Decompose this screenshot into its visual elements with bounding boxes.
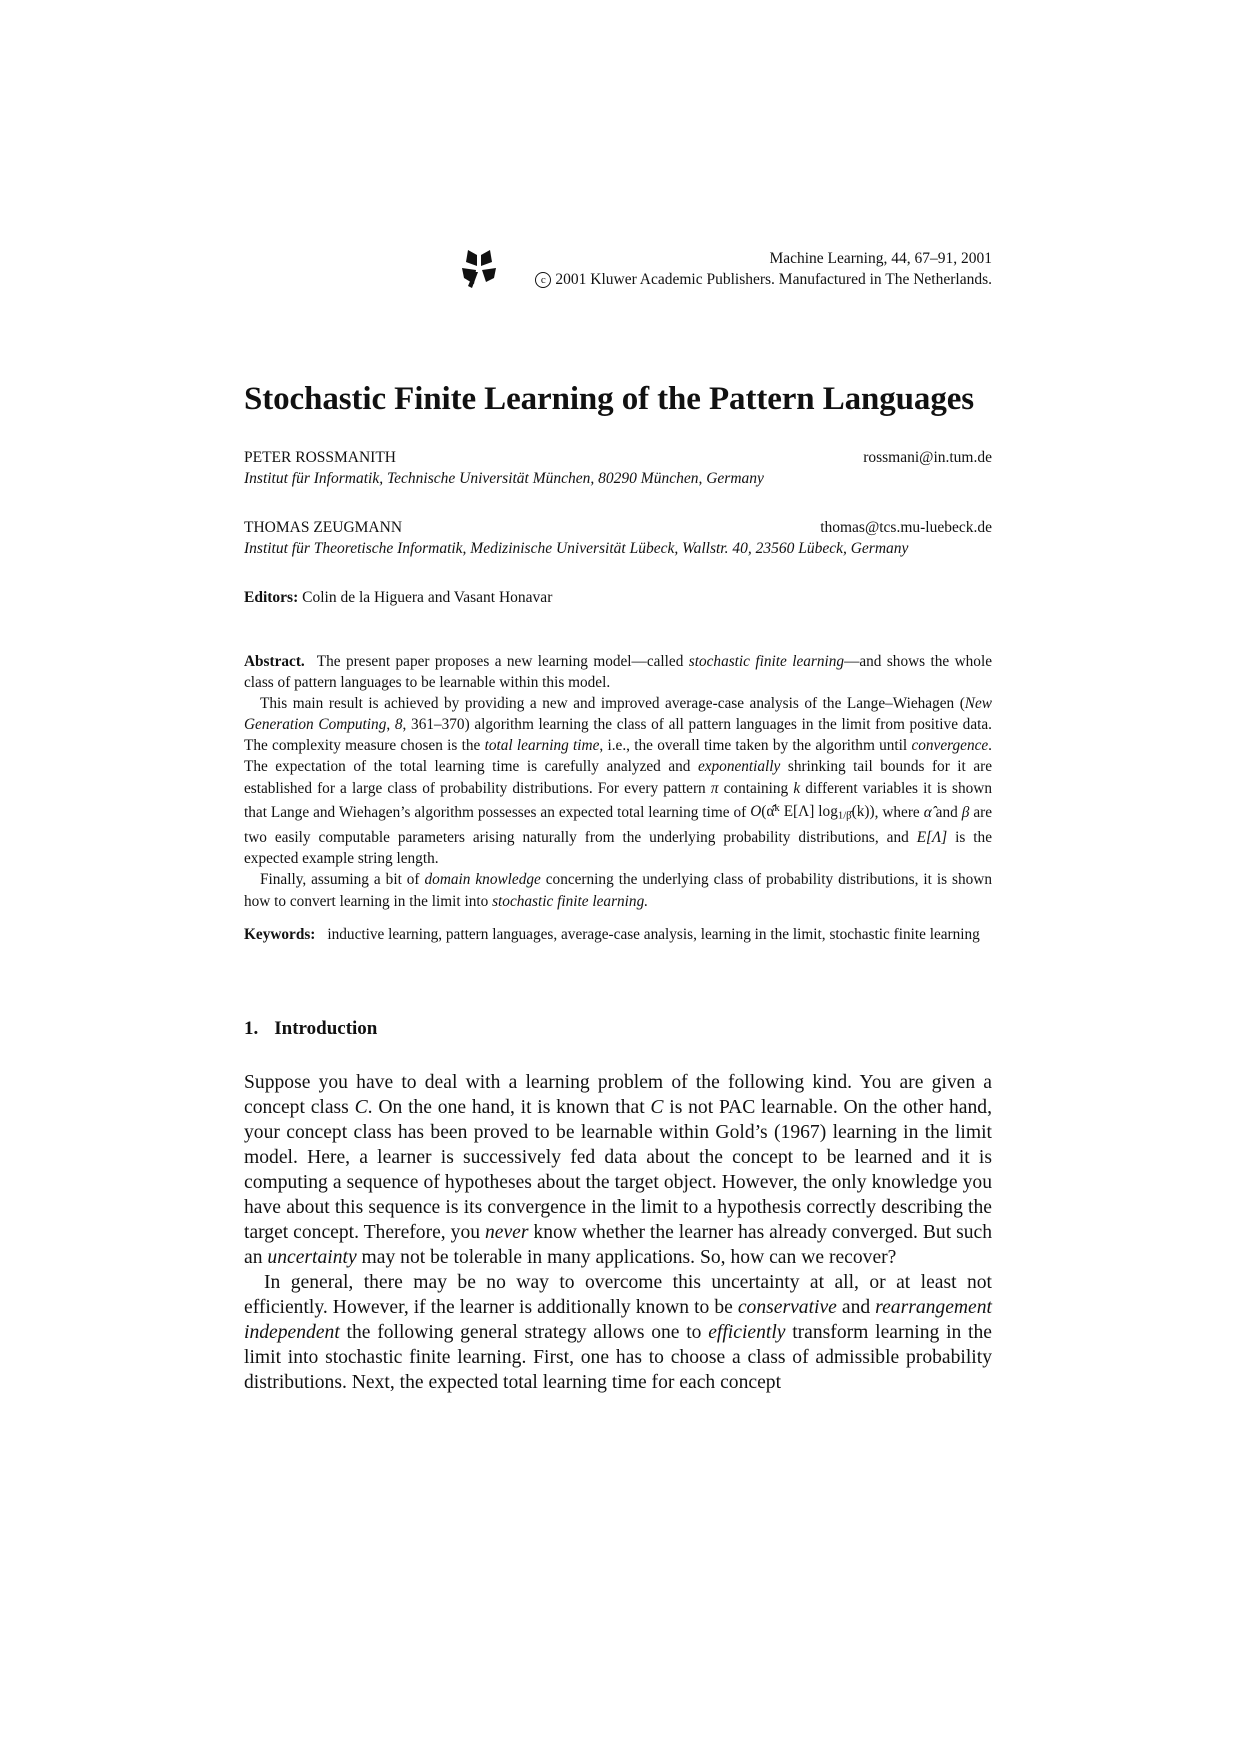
abstract xyxy=(244,651,992,912)
abstract-label: Abstract. xyxy=(244,653,305,670)
abstract-paragraph-1: Abstract. The present paper proposes a new learning model—called stochastic finite learning—and shows the whole class of pattern languages to be learnable within this model. xyxy=(244,653,992,692)
intro-paragraph-2: In general, there may be no way to overcome this uncertainty at all, or at least not efficiently. However, if the learner is additionally known to be conservative and rearrangement independent the following general strategy allows one to efficiently transform learning in the limit into stochastic finite learning. First, one has to choose a class of admissible probability distributions. Next, the expected total learning time for each concept xyxy=(244,1272,992,1393)
keywords-text: inductive learning, pattern languages, average-case analysis, learning in the limit, stochastic finite learning xyxy=(327,926,980,943)
author-email[interactable]: rossmani@in.tum.de xyxy=(863,449,992,466)
intro-paragraph-1: Suppose you have to deal with a learning problem of the following kind. You are given a concept class C. On the one hand, it is known that C is not PAC learnable. On the other hand, your concept class has been proved to be learnable within Gold’s (1967) learning in the limit model. Here, a learner is successively fed data about the concept to be learned and it is computing a sequence of hypotheses about the target object. However, the only knowledge you have about this sequence is its convergence in the limit to a hypothesis correctly describing the target concept. Therefore, you never know whether the learner has already converged. But such an uncertainty may not be tolerable in many applications. So, how can we recover? xyxy=(244,1072,992,1268)
paper-title: Stochastic Finite Learning of the Pattern Languages xyxy=(244,381,975,417)
journal-header xyxy=(460,248,992,290)
section-number: 1. xyxy=(244,1018,259,1039)
author-1 xyxy=(244,447,992,489)
introduction-body xyxy=(244,1070,992,1395)
keywords xyxy=(244,924,992,945)
author-name: PETER ROSSMANITH xyxy=(244,449,397,466)
editors-label: Editors: xyxy=(244,589,299,606)
author-affiliation: Institut für Theoretische Informatik, Medizinische Universität Lübeck, Wallstr. 40, 23560 Lübeck, Germany xyxy=(244,540,909,557)
complexity-formula: O(α̂$^k$ E[Λ] $\log_{1/\betâ}(k)$) xyxy=(750,802,875,823)
editors-line xyxy=(244,589,552,607)
copyright-icon: c xyxy=(535,272,551,288)
author-2-block xyxy=(244,517,992,559)
abstract-paragraph-3: Finally, assuming a bit of domain knowledge concerning the underlying class of probability distributions, it is shown how to convert learning in the limit into stochastic finite learning. xyxy=(244,871,992,910)
keywords-label: Keywords: xyxy=(244,926,316,943)
abstract-paragraph-2: This main result is achieved by providing a new and improved average-case analysis of the Lange–Wiehagen (New Generation Computing, 8, 361–370) algorithm learning the class of all pattern languages in the limit from positive data. The complexity measure chosen is the total learning time, i.e., the overall time taken by the algorithm until convergence. The expectation of the total learning time is carefully analyzed and exponentially shrinking tail bounds for it are established for a large class of probability distributions. For every pattern π containing k different variables it is shown that Lange and Wiehagen’s algorithm possesses an expected total learning time of O(α̂$^k$ E[Λ] $\log_{1/\betâ}(k)$), where α̂ and β are two easily computable parameters arising naturally from the underlying probability distributions, and E[Λ] is the expected example string length. xyxy=(244,695,992,868)
section-heading-introduction xyxy=(244,1018,377,1040)
author-name: THOMAS ZEUGMANN xyxy=(244,519,403,536)
copyright-line: c 2001 Kluwer Academic Publishers. Manufactured in The Netherlands. xyxy=(460,269,992,290)
kluwer-logo-icon xyxy=(460,248,498,288)
section-title: Introduction xyxy=(274,1018,378,1039)
author-affiliation: Institut für Informatik, Technische Universität München, 80290 München, Germany xyxy=(244,470,764,487)
author-email[interactable]: thomas@tcs.mu-luebeck.de xyxy=(820,519,992,536)
editors-names: Colin de la Higuera and Vasant Honavar xyxy=(302,589,553,606)
journal-line: Machine Learning, 44, 67–91, 2001 xyxy=(769,250,992,267)
